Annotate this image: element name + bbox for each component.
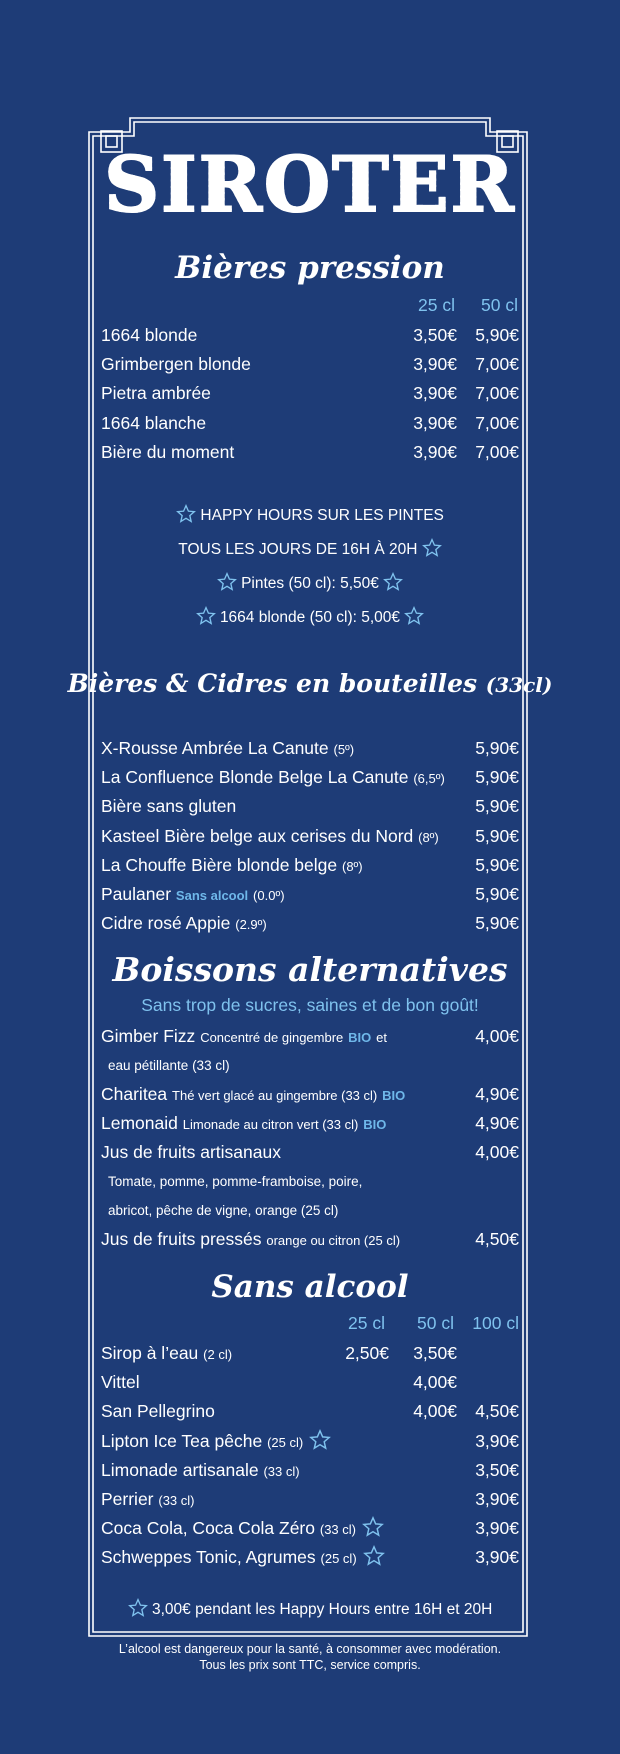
star-icon [217,572,237,592]
item-name: Vittel [101,1372,140,1393]
price-25cl: 3,90€ [413,412,457,433]
star-icon [422,538,442,558]
col-100cl: 100 cl [472,1313,519,1333]
happy-line-4: 1664 blonde (50 cl): 5,00€ [0,606,620,627]
price: 5,90€ [475,767,519,788]
price-50cl: 4,00€ [413,1372,457,1393]
price-50cl: 7,00€ [475,383,519,404]
star-icon [196,606,216,626]
list-item: Jus de fruits pressés orange ou citron (25 cl) 4,50€ [101,1225,519,1254]
price: 5,90€ [475,825,519,846]
item-note: (8º) [341,858,363,874]
star-icon [309,1429,331,1451]
price-50cl: 5,90€ [475,325,519,345]
price-100cl: 4,50€ [475,1401,519,1422]
price: 4,00€ [475,1026,519,1046]
price: 5,90€ [475,854,519,875]
item-name: Pietra ambrée [101,383,211,404]
happy-line-1: HAPPY HOURS SUR LES PINTES [0,504,620,525]
item-name: 1664 blanche [101,412,207,433]
list-item [101,438,519,467]
happy-line-3: Pintes (50 cl): 5,50€ [0,572,620,593]
item-name: Schweppes Tonic, Agrumes (25 cl) [101,1543,385,1573]
price-50cl: 7,00€ [475,354,519,375]
item-note: (2 cl) [203,1347,233,1362]
price-100cl: 3,90€ [475,1430,519,1451]
item-name: Coca Cola, Coca Cola Zéro (33 cl) [101,1514,384,1544]
item-note: (5º) [333,742,355,757]
list-item [101,1368,519,1397]
list-item [101,734,519,763]
item-name: La Confluence Blonde Belge La Canute (6,5º) [101,767,445,788]
item-note: (2.9º) [235,917,267,933]
list-item [101,379,519,408]
list-item: Lemonaid Limonade au citron vert (33 cl) BIO 4,90€ [101,1109,519,1138]
item-note: (0.0º) [253,888,285,903]
happy-hours-note: 3,00€ pendant les Happy Hours entre 16H et 20H [0,1598,620,1619]
item-name: Bière du moment [101,441,235,462]
price-100cl: 3,90€ [475,1489,519,1509]
price-25cl: 3,90€ [413,354,457,375]
list-item [101,763,519,792]
item-note: (6,5º) [413,771,445,787]
menu-title: SIROTER [104,140,516,229]
item-continuation: abricot, pêche de vigne, orange (25 cl) [108,1203,339,1218]
price-100cl: 3,50€ [475,1459,519,1480]
price: 5,90€ [475,738,519,758]
item-name: San Pellegrino [101,1401,215,1422]
col-50cl: 50 cl [481,295,518,315]
star-icon [363,1545,385,1567]
item-name: 1664 blonde [101,325,198,345]
price-25cl: 3,50€ [413,325,457,345]
footer [0,1641,620,1673]
tag: Sans alcool [175,888,249,903]
price: 4,50€ [475,1229,519,1249]
list-item [101,1427,519,1456]
section-heading-pression: Bières pression [175,250,445,286]
item-note: (25 cl) [320,1551,357,1567]
price: 5,90€ [475,796,519,817]
section-heading-alternatives: Boissons alternatives [112,950,508,989]
item-name: Grimbergen blonde [101,354,251,375]
star-icon [362,1516,384,1538]
price-25cl: 2,50€ [345,1343,389,1363]
list-item [101,822,519,851]
item-note: (33 cl) [319,1522,356,1538]
item-name: X-Rousse Ambrée La Canute (5º) [101,738,355,758]
list-item [101,1514,519,1543]
list-item [101,350,519,379]
item-note: (8º) [418,829,439,845]
item-name: Paulaner Sans alcool (0.0º) [101,884,285,904]
price: 5,90€ [475,913,519,934]
list-item [101,1339,519,1368]
price: 4,90€ [475,1084,519,1104]
item-continuation: eau pétillante (33 cl) [108,1058,230,1073]
list-item: Charitea Thé vert glacé au gingembre (33 cl) BIO 4,90€ [101,1080,519,1109]
price-25cl: 3,90€ [413,441,457,462]
star-icon [128,1598,148,1618]
item-continuation: Tomate, pomme, pomme-framboise, poire, [108,1174,363,1189]
list-item [101,880,519,909]
price-100cl: 3,90€ [475,1518,519,1539]
price: 5,90€ [475,884,519,904]
col-50cl: 50 cl [417,1313,454,1333]
price-50cl: 7,00€ [475,441,519,462]
price: 4,00€ [475,1142,519,1162]
list-item: Jus de fruits artisanaux 4,00€ [101,1138,519,1167]
star-icon [383,572,403,592]
price-50cl: 3,50€ [413,1343,457,1363]
list-item [101,1456,519,1485]
section-heading-bouteilles: Bières & Cidres en bouteilles (33cl) [67,669,553,698]
item-name: Perrier (33 cl) [101,1489,195,1509]
list-item [101,851,519,880]
list-item [101,1543,519,1572]
list-item [101,792,519,821]
star-icon [176,504,196,524]
list-item: Gimber Fizz Concentré de gingembre BIO et 4,00€ [101,1022,519,1051]
item-name: Lipton Ice Tea pêche (25 cl) [101,1427,331,1457]
list-item [101,1485,519,1514]
item-note: (33 cl) [158,1493,195,1508]
price-50cl: 4,00€ [413,1401,457,1422]
col-25cl: 25 cl [348,1313,385,1333]
item-name: Kasteel Bière belge aux cerises du Nord (8º) [101,825,439,846]
alternatives-subtitle: Sans trop de sucres, saines et de bon goût! [141,995,479,1015]
footer-line-1: L’alcool est dangereux pour la santé, à consommer avec modération. [118,1642,502,1656]
section-heading-sans-alcool: Sans alcool [211,1269,409,1305]
list-item [101,321,519,350]
list-item [101,909,519,938]
item-name: Sirop à l’eau (2 cl) [101,1343,233,1363]
price-50cl: 7,00€ [475,412,519,433]
star-icon [404,606,424,626]
happy-line-2: TOUS LES JOURS DE 16H À 20H [0,538,620,559]
item-name: Bière sans gluten [101,796,237,817]
item-note: (33 cl) [263,1463,300,1479]
list-item [101,1397,519,1426]
footer-line-2: Tous les prix sont TTC, service compris. [199,1658,421,1672]
item-name: Cidre rosé Appie (2.9º) [101,913,267,934]
item-note: (25 cl) [267,1434,304,1450]
item-name: Limonade artisanale (33 cl) [101,1459,300,1480]
price-100cl: 3,90€ [475,1547,519,1568]
price: 4,90€ [475,1113,519,1133]
item-name: La Chouffe Bière blonde belge (8º) [101,854,363,875]
col-25cl: 25 cl [418,295,455,315]
list-item [101,409,519,438]
price-25cl: 3,90€ [413,383,457,404]
